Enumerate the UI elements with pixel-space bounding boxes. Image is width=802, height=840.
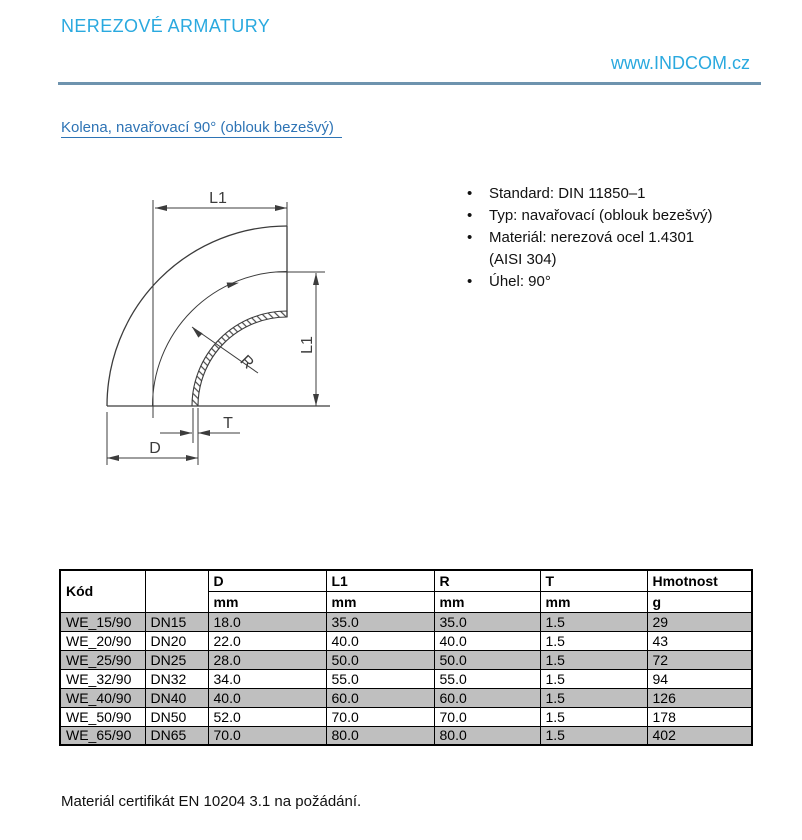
table-row — [60, 726, 752, 745]
cell-r: 80.0 — [434, 726, 540, 745]
cell-l1: 70.0 — [326, 707, 434, 726]
spec-item-standard: • Standard: DIN 11850–1 — [460, 183, 720, 205]
table-row — [60, 688, 752, 707]
unit-r: mm — [434, 591, 540, 612]
dimensions-table — [59, 569, 753, 746]
product-title-link[interactable]: Kolena, navařovací 90° (oblouk bezešvý) — [61, 119, 342, 138]
cell-t: 1.5 — [540, 726, 647, 745]
cell-d: 34.0 — [208, 669, 326, 688]
wall-section-hatch — [192, 311, 287, 406]
cell-dn: DN32 — [145, 669, 208, 688]
cell-r: 35.0 — [434, 612, 540, 631]
spec-list — [460, 183, 720, 293]
spec-item-angle: • Úhel: 90° — [460, 271, 720, 293]
table-row — [60, 631, 752, 650]
cell-dn: DN40 — [145, 688, 208, 707]
cell-t: 1.5 — [540, 707, 647, 726]
dim-label-l1-right: L1 — [299, 336, 316, 354]
website-link[interactable]: www.INDCOM.cz — [611, 53, 750, 73]
cell-d: 40.0 — [208, 688, 326, 707]
cell-kod: WE_50/90 — [60, 707, 145, 726]
unit-t: mm — [540, 591, 647, 612]
cell-d: 18.0 — [208, 612, 326, 631]
dim-label-l1-top: L1 — [209, 190, 227, 207]
spec-item-type: • Typ: navařovací (oblouk bezešvý) — [460, 205, 720, 227]
cell-kod: WE_40/90 — [60, 688, 145, 707]
cell-kod: WE_65/90 — [60, 726, 145, 745]
cell-hmotnost: 402 — [647, 726, 752, 745]
col-header-dn — [145, 570, 208, 612]
unit-d: mm — [208, 591, 326, 612]
cell-l1: 55.0 — [326, 669, 434, 688]
cell-l1: 50.0 — [326, 650, 434, 669]
cell-kod: WE_25/90 — [60, 650, 145, 669]
cell-hmotnost: 72 — [647, 650, 752, 669]
cell-kod: WE_15/90 — [60, 612, 145, 631]
unit-l1: mm — [326, 591, 434, 612]
dim-label-d: D — [149, 440, 161, 457]
cell-t: 1.5 — [540, 688, 647, 707]
cell-r: 40.0 — [434, 631, 540, 650]
col-header-kod: Kód — [60, 570, 145, 612]
brand-heading: NEREZOVÉ ARMATURY — [61, 16, 271, 36]
cell-t: 1.5 — [540, 650, 647, 669]
table-row — [60, 669, 752, 688]
table-row — [60, 612, 752, 631]
cell-dn: DN25 — [145, 650, 208, 669]
header-divider — [58, 82, 761, 85]
cell-l1: 80.0 — [326, 726, 434, 745]
spec-item-material: • Materiál: nerezová ocel 1.4301 (AISI 304) — [460, 227, 720, 271]
cell-r: 70.0 — [434, 707, 540, 726]
col-header-r: R — [434, 570, 540, 591]
cell-hmotnost: 126 — [647, 688, 752, 707]
elbow-technical-drawing — [70, 175, 350, 475]
cell-kod: WE_20/90 — [60, 631, 145, 650]
cell-d: 22.0 — [208, 631, 326, 650]
cell-hmotnost: 178 — [647, 707, 752, 726]
cell-r: 50.0 — [434, 650, 540, 669]
table-row — [60, 707, 752, 726]
cell-l1: 35.0 — [326, 612, 434, 631]
col-header-d: D — [208, 570, 326, 591]
cell-r: 60.0 — [434, 688, 540, 707]
dim-label-r: R — [236, 352, 257, 373]
cell-l1: 40.0 — [326, 631, 434, 650]
table-row — [60, 650, 752, 669]
cell-t: 1.5 — [540, 631, 647, 650]
dim-label-t: T — [223, 415, 233, 432]
cell-r: 55.0 — [434, 669, 540, 688]
dimension-lines — [107, 200, 325, 465]
cell-d: 70.0 — [208, 726, 326, 745]
cell-hmotnost: 43 — [647, 631, 752, 650]
cell-hmotnost: 29 — [647, 612, 752, 631]
cell-d: 52.0 — [208, 707, 326, 726]
col-header-l1: L1 — [326, 570, 434, 591]
elbow-body — [107, 226, 330, 406]
cell-d: 28.0 — [208, 650, 326, 669]
certificate-note: Materiál certifikát EN 10204 3.1 na požádání. — [61, 793, 362, 810]
cell-kod: WE_32/90 — [60, 669, 145, 688]
cell-hmotnost: 94 — [647, 669, 752, 688]
cell-dn: DN50 — [145, 707, 208, 726]
cell-t: 1.5 — [540, 612, 647, 631]
cell-dn: DN15 — [145, 612, 208, 631]
cell-t: 1.5 — [540, 669, 647, 688]
col-header-t: T — [540, 570, 647, 591]
cell-dn: DN20 — [145, 631, 208, 650]
unit-g: g — [647, 591, 752, 612]
col-header-hmotnost: Hmotnost — [647, 570, 752, 591]
cell-dn: DN65 — [145, 726, 208, 745]
cell-l1: 60.0 — [326, 688, 434, 707]
